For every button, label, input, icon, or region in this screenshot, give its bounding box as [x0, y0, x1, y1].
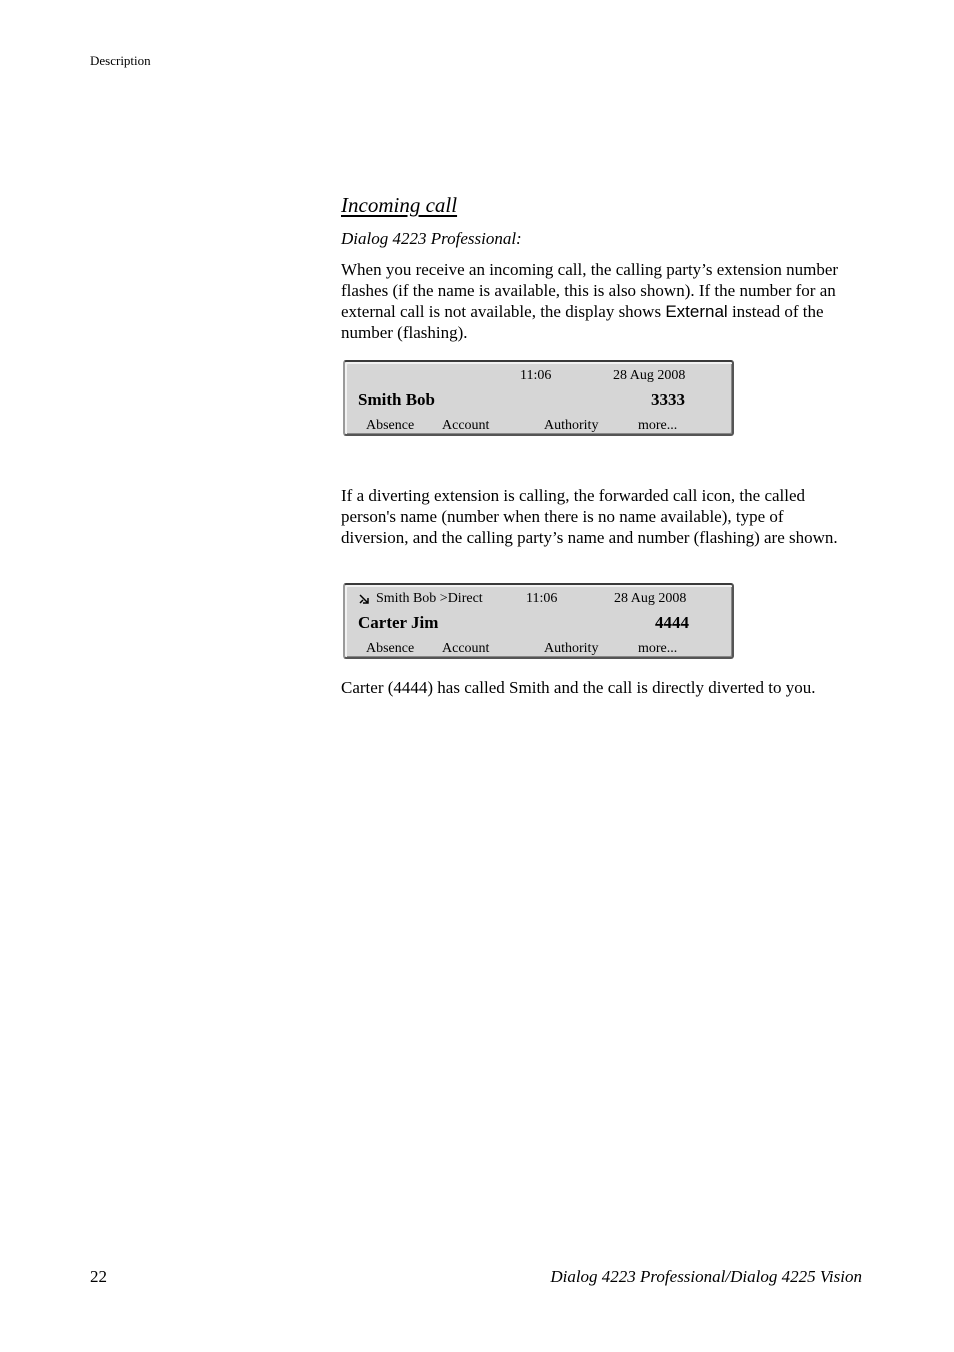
page-number: 22	[90, 1267, 107, 1286]
softkey-more[interactable]: more...	[638, 641, 678, 656]
running-header: Description	[90, 53, 151, 68]
section-heading: Incoming call	[341, 193, 458, 217]
caller-name: Smith Bob	[358, 390, 435, 409]
display-date: 28 Aug 2008	[614, 591, 687, 606]
display-date: 28 Aug 2008	[613, 368, 686, 383]
paragraph-diverting: If a diverting extension is calling, the forwarded call icon, the called person's name (number when there is no name available), type of diversion, and the calling party’s name and number (flashing) are shown.	[341, 486, 838, 547]
paragraph-example: Carter (4444) has called Smith and the call is directly diverted to you.	[341, 678, 816, 697]
softkey-authority[interactable]: Authority	[544, 418, 599, 433]
paragraph-incoming	[341, 259, 866, 343]
phone-display-incoming	[343, 360, 734, 436]
paragraph-text-after: instead of the number (flashing).	[341, 302, 824, 342]
diversion-info: Smith Bob >Direct	[376, 591, 483, 606]
display-time: 11:06	[520, 368, 552, 383]
sub-heading: Dialog 4223 Professional:	[341, 229, 522, 248]
softkey-more[interactable]: more...	[638, 418, 678, 433]
phone-display-diverted	[343, 583, 734, 659]
caller-number: 3333	[651, 390, 685, 409]
display-time: 11:06	[526, 591, 558, 606]
forwarded-call-icon	[359, 594, 370, 605]
softkey-authority[interactable]: Authority	[544, 641, 599, 656]
caller-number: 4444	[655, 613, 689, 632]
softkey-absence[interactable]: Absence	[366, 641, 415, 656]
softkey-account[interactable]: Account	[442, 418, 490, 433]
caller-name: Carter Jim	[358, 613, 439, 632]
external-keyword: External	[665, 302, 728, 321]
paragraph-text-before: When you receive an incoming call, the calling party’s extension number flashes (if the name is available, this is also shown). If the number for an external call is not available, the display shows	[341, 260, 839, 321]
softkey-account[interactable]: Account	[442, 641, 490, 656]
footer-title: Dialog 4223 Professional/Dialog 4225 Vision	[550, 1267, 862, 1286]
softkey-absence[interactable]: Absence	[366, 418, 415, 433]
